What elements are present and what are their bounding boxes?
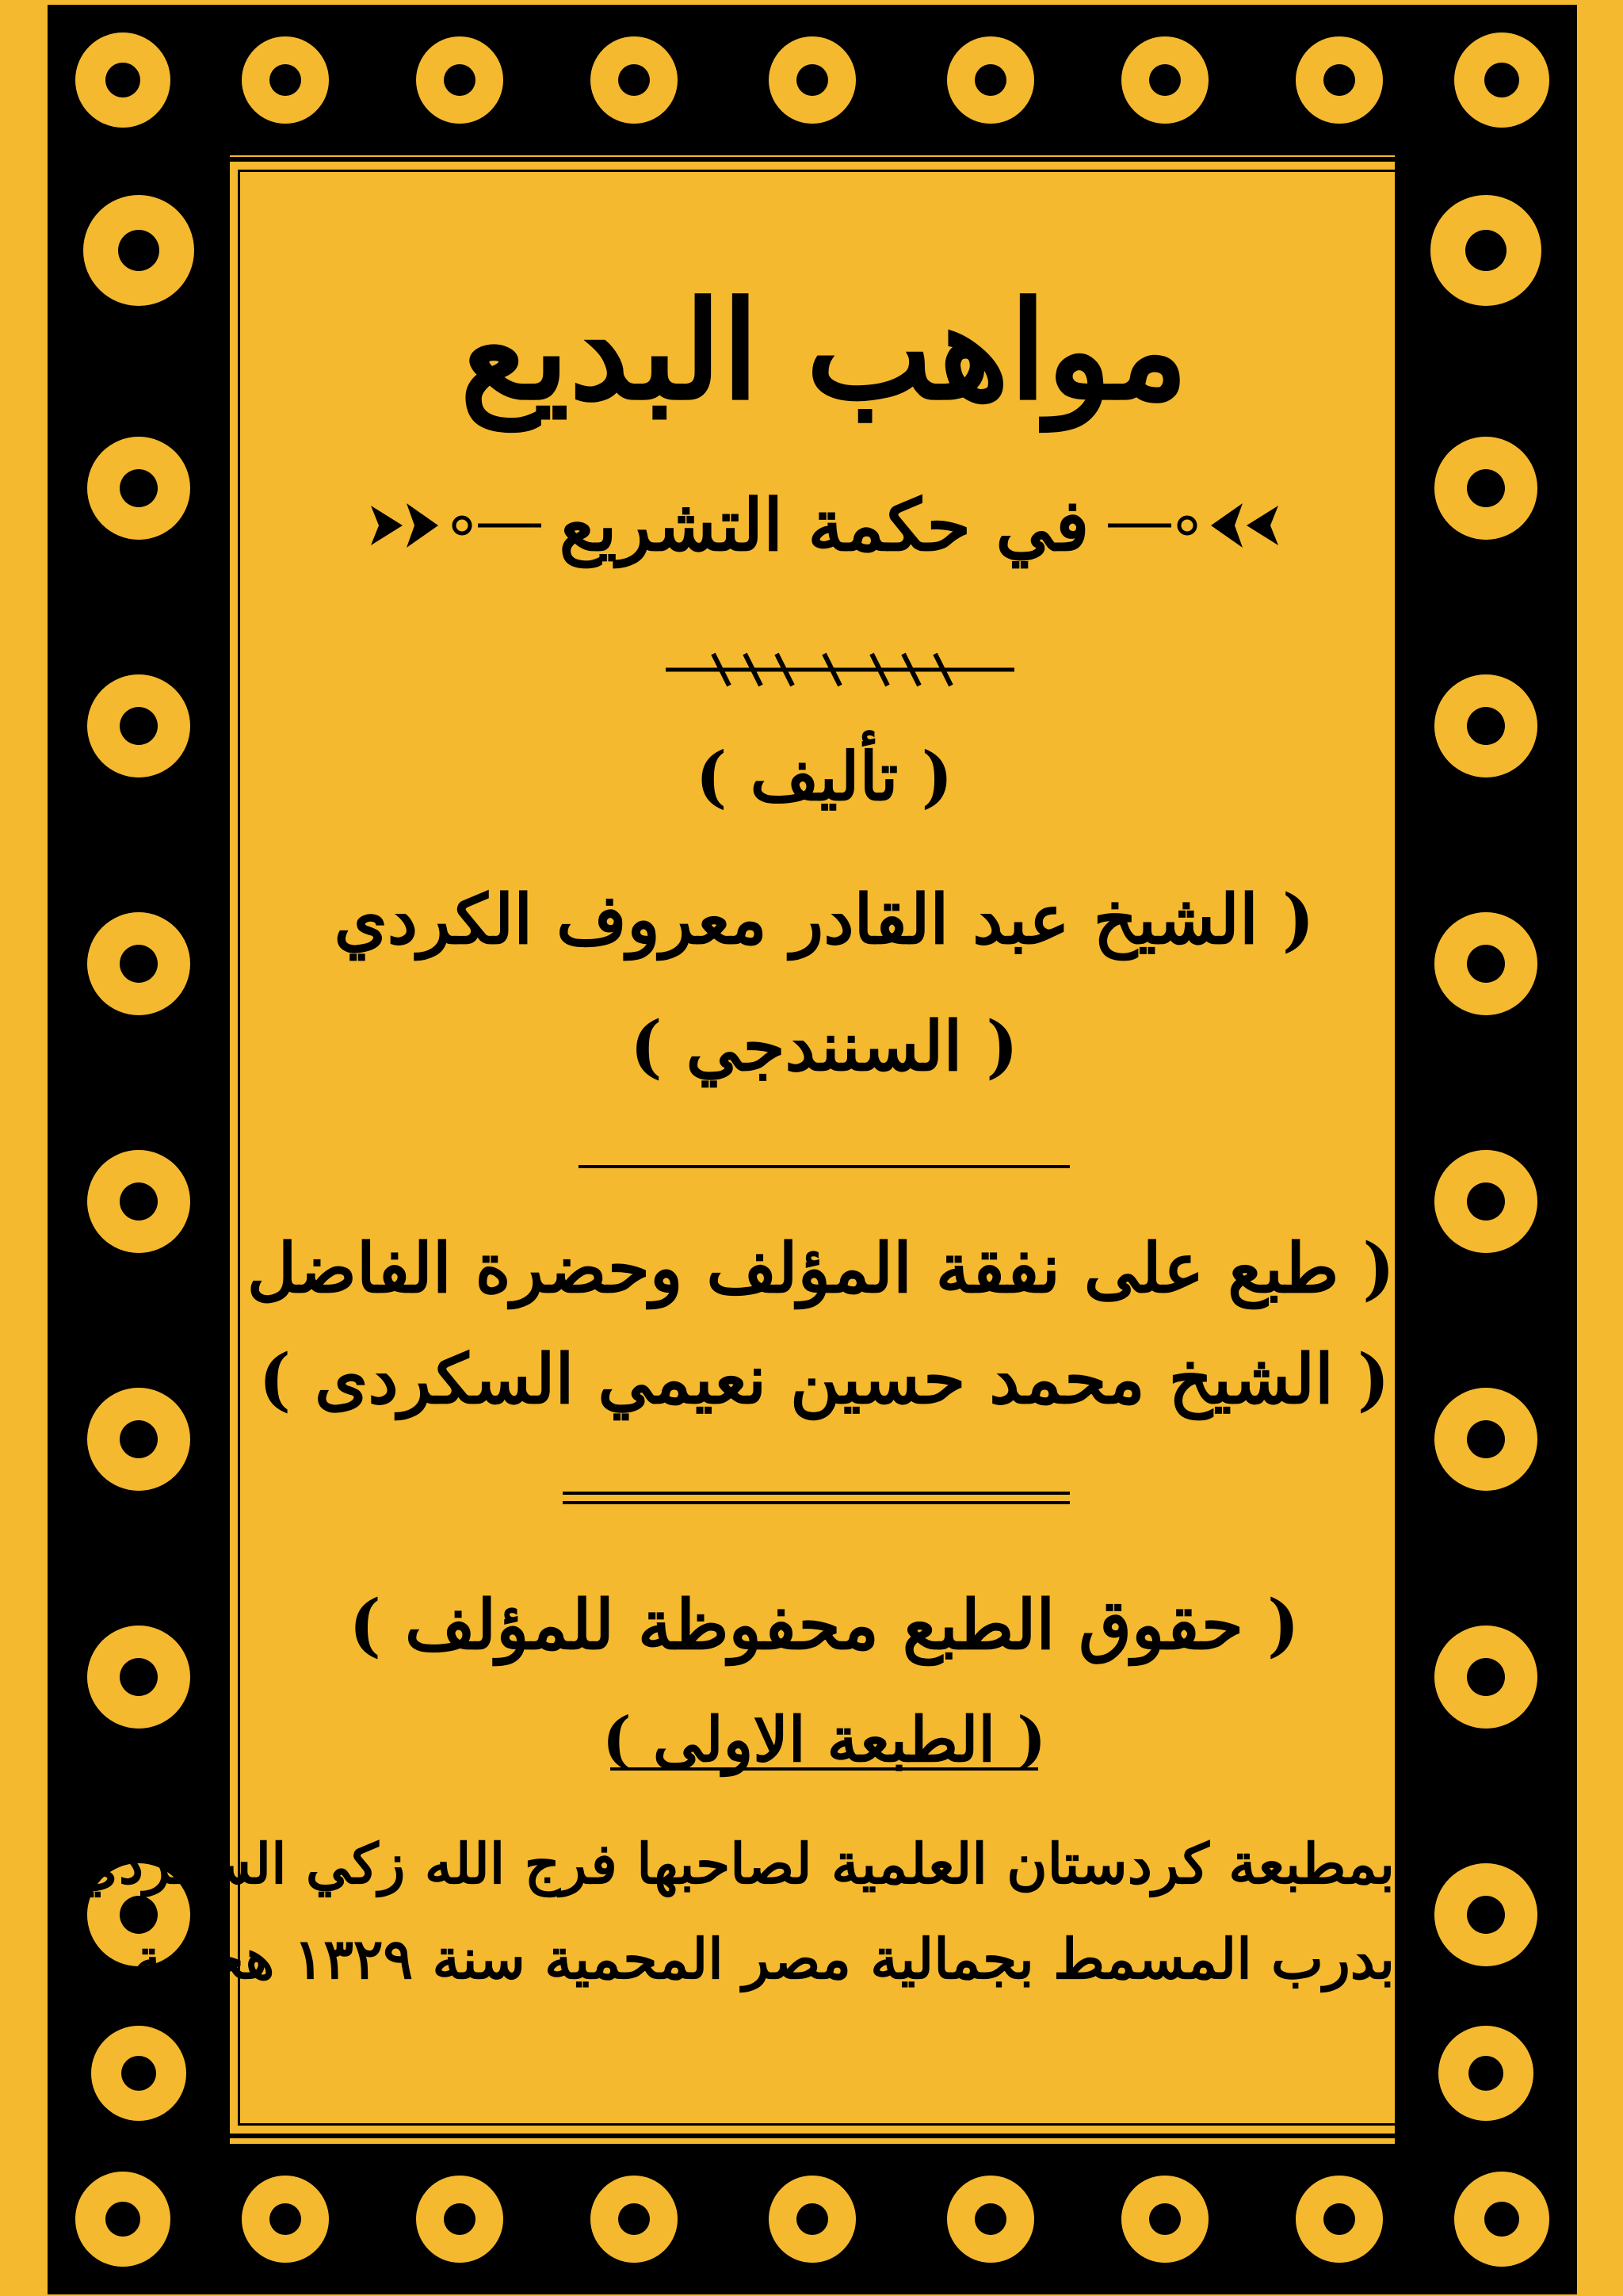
divider-rule bbox=[579, 1165, 1070, 1168]
printed-at-expense-line-1: ( طبع على نفقة المؤلف وحضرة الفاضل ) bbox=[191, 1228, 1395, 1308]
ornamental-border-top bbox=[48, 5, 1577, 155]
copyright-notice: ( حقوق الطبع محفوظة للمؤلف ) bbox=[349, 1585, 1300, 1665]
flourish-left-icon bbox=[351, 494, 541, 557]
author-name-line-1: ( الشيخ عبد القادر معروف الكردي bbox=[334, 880, 1315, 960]
divider-rule-bottom bbox=[610, 1767, 1038, 1771]
flourish-right-icon bbox=[1108, 494, 1298, 557]
book-title: مواهب البديع bbox=[460, 272, 1189, 430]
subtitle-row bbox=[254, 483, 1395, 571]
double-divider-rule-bottom bbox=[563, 1501, 1070, 1504]
printing-press-line-2: بدرب المسمط بجمالية مصر المحمية سنة ١٣٢٩ هجرية bbox=[133, 1926, 1395, 1992]
title-page-content bbox=[75, 182, 1395, 2116]
author-name-line-2: ( السنندجي ) bbox=[630, 1007, 1018, 1087]
ornamental-divider-icon bbox=[666, 646, 1014, 693]
printed-at-expense-line-2: ( الشيخ محمد حسين نعيمي السكردى ) bbox=[258, 1339, 1390, 1419]
authorship-label: ( تأليف ) bbox=[695, 737, 953, 816]
book-subtitle: في حكمة التشريع bbox=[559, 483, 1090, 567]
edition-label: ( الطبعة الاولى ) bbox=[601, 1704, 1047, 1776]
printing-press-line-1: بمطبعة كردستان العلمية لصاحبها فرج الله زكي السكردي bbox=[75, 1831, 1395, 1897]
double-divider-rule-top bbox=[563, 1492, 1070, 1495]
ornamental-border-bottom bbox=[48, 2144, 1577, 2294]
